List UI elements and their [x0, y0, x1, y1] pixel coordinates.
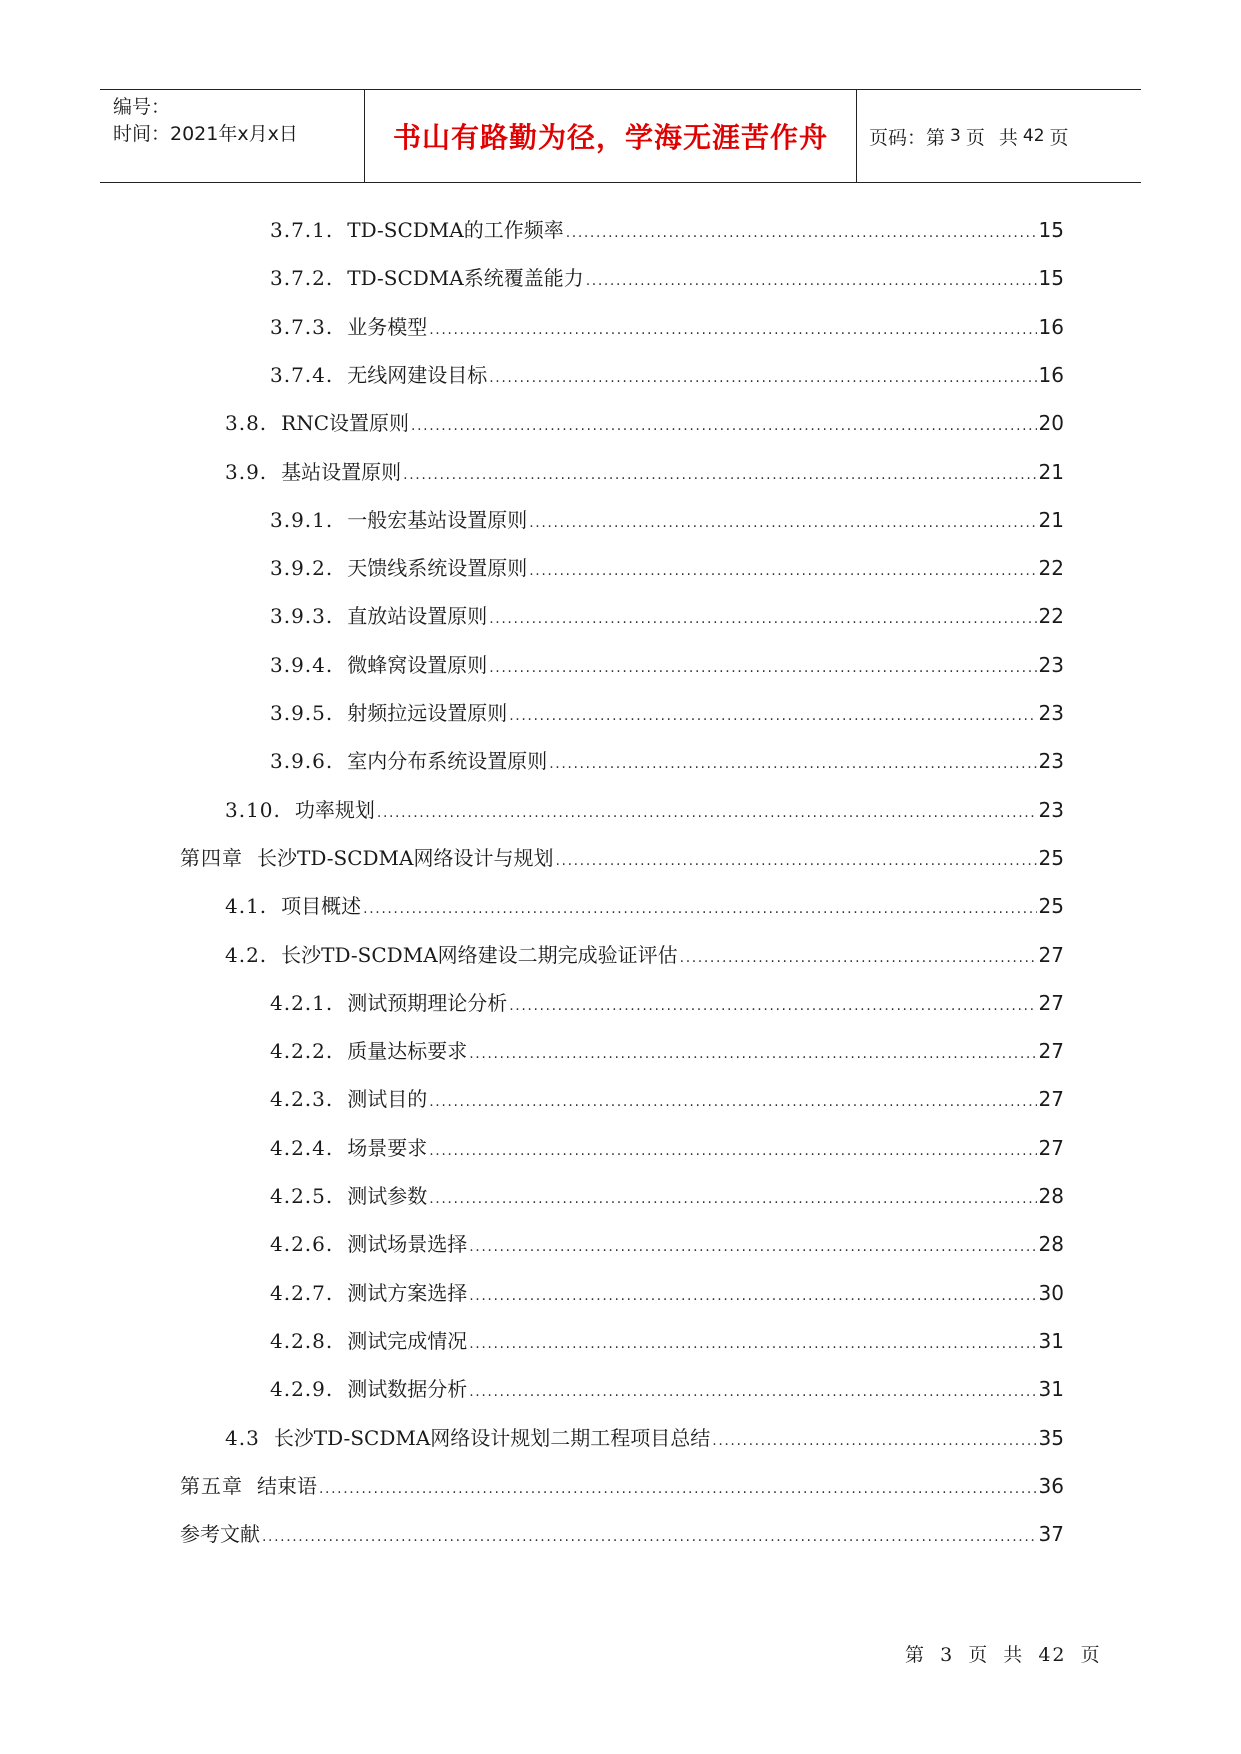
toc-entry[interactable]: [270, 1229, 1064, 1259]
footer-mid: 页: [968, 1644, 990, 1666]
toc-entry[interactable]: [270, 215, 1064, 245]
footer-total-pages: 42: [1038, 1644, 1067, 1666]
toc-entry[interactable]: [225, 457, 1064, 487]
toc-entry[interactable]: [225, 1423, 1064, 1453]
toc-entry-page: 23: [1038, 701, 1064, 725]
toc-entry[interactable]: [270, 1181, 1064, 1211]
toc-entry[interactable]: [270, 263, 1064, 293]
toc-entry[interactable]: [225, 891, 1064, 921]
toc-entry-page: 23: [1038, 653, 1064, 677]
toc-entry-page: 28: [1038, 1184, 1064, 1208]
toc-entry-number: 3.8.: [225, 411, 268, 435]
toc-entry-number: 4.2.1.: [270, 991, 334, 1015]
toc-entry-page: 30: [1038, 1281, 1064, 1305]
toc-entry-number: 4.1.: [225, 894, 268, 918]
toc-entry-page: 37: [1038, 1522, 1064, 1546]
toc-entry-title: 长沙TD-SCDMA网络设计规划二期工程项目总结: [273, 1426, 711, 1450]
toc-dot-leader: [429, 1090, 1036, 1114]
toc-entry-page: 35: [1038, 1426, 1064, 1450]
document-number-label: 编号：: [113, 96, 171, 118]
toc-dot-leader: [680, 946, 1037, 970]
toc-entry[interactable]: [270, 698, 1064, 728]
toc-entry-number: 4.2.2.: [270, 1039, 334, 1063]
toc-entry-title: 场景要求: [347, 1136, 428, 1160]
toc-dot-leader: [403, 463, 1036, 487]
toc-entry-number: 4.2.6.: [270, 1232, 334, 1256]
footer-current-page: 3: [940, 1644, 955, 1666]
toc-entry-number: 3.9.4.: [270, 653, 334, 677]
toc-entry-page: 15: [1038, 266, 1064, 290]
toc-entry[interactable]: [270, 1133, 1064, 1163]
toc-entry[interactable]: [180, 1519, 1064, 1549]
toc-entry-page: 25: [1038, 894, 1064, 918]
header-page-current: 3: [950, 126, 961, 146]
toc-dot-leader: [469, 1380, 1036, 1404]
toc-entry-page: 25: [1038, 846, 1064, 870]
toc-entry-title: 项目概述: [281, 894, 362, 918]
toc-entry-number: 3.10.: [225, 798, 281, 822]
toc-entry[interactable]: [270, 1036, 1064, 1066]
toc-dot-leader: [429, 318, 1036, 342]
toc-entry[interactable]: [270, 1374, 1064, 1404]
toc-entry[interactable]: [270, 1084, 1064, 1114]
toc-entry-title: 测试预期理论分析: [347, 991, 508, 1015]
toc-entry-title: TD-SCDMA的工作频率: [347, 218, 564, 242]
toc-dot-leader: [566, 221, 1037, 245]
footer-suffix: 页: [1080, 1644, 1102, 1666]
toc-entry[interactable]: [225, 408, 1064, 438]
header-meta: [100, 90, 365, 182]
toc-entry[interactable]: [225, 940, 1064, 970]
header-page-suffix: 页: [1049, 126, 1069, 149]
toc-entry-number: 3.7.2.: [270, 266, 334, 290]
toc-entry-number: 3.9.5.: [270, 701, 334, 725]
toc-dot-leader: [555, 849, 1036, 873]
toc-entry-title: 室内分布系统设置原则: [347, 749, 548, 773]
toc-entry-number: 3.7.1.: [270, 218, 334, 242]
footer-prefix: 第: [905, 1644, 927, 1666]
toc-entry-title: 测试目的: [347, 1087, 428, 1111]
toc-entry-title: 一般宏基站设置原则: [347, 508, 528, 532]
toc-dot-leader: [489, 607, 1036, 631]
toc-entry-number: 第五章: [180, 1474, 243, 1498]
toc-entry-number: 第四章: [180, 846, 243, 870]
toc-entry[interactable]: [270, 505, 1064, 535]
toc-entry[interactable]: [270, 601, 1064, 631]
toc-entry-page: 27: [1038, 1087, 1064, 1111]
document-time-label: 时间：2021年x月x日: [113, 123, 298, 145]
page-footer: [905, 1640, 1102, 1667]
toc-entry-page: 22: [1038, 556, 1064, 580]
toc-dot-leader: [469, 1332, 1036, 1356]
toc-entry-number: 3.9.6.: [270, 749, 334, 773]
toc-dot-leader: [469, 1042, 1036, 1066]
toc-entry-title: RNC设置原则: [281, 411, 410, 435]
toc-dot-leader: [549, 752, 1036, 776]
toc-entry-title: 质量达标要求: [347, 1039, 468, 1063]
page-header: [100, 89, 1141, 183]
toc-dot-leader: [262, 1525, 1037, 1549]
toc-dot-leader: [489, 366, 1036, 390]
toc-entry[interactable]: [270, 988, 1064, 1018]
toc-entry-title: 天馈线系统设置原则: [347, 556, 528, 580]
toc-entry-page: 27: [1038, 1039, 1064, 1063]
header-page-total: 42: [1022, 126, 1045, 146]
header-motto: 书山有路勤为径，学海无涯苦作舟: [365, 90, 857, 182]
toc-entry-page: 31: [1038, 1329, 1064, 1353]
toc-entry-number: 4.2.5.: [270, 1184, 334, 1208]
toc-entry[interactable]: [270, 312, 1064, 342]
toc-entry-page: 16: [1038, 363, 1064, 387]
toc-entry-number: 3.7.3.: [270, 315, 334, 339]
toc-entry-page: 27: [1038, 991, 1064, 1015]
toc-dot-leader: [529, 559, 1036, 583]
toc-entry-title: 功率规划: [294, 798, 375, 822]
toc-entry-title: 无线网建设目标: [347, 363, 488, 387]
toc-entry-title: 射频拉远设置原则: [347, 701, 508, 725]
toc-dot-leader: [429, 1139, 1036, 1163]
toc-entry[interactable]: [180, 1471, 1064, 1501]
toc-dot-leader: [319, 1477, 1037, 1501]
toc-entry-title: 测试完成情况: [347, 1329, 468, 1353]
toc-entry-page: 27: [1038, 1136, 1064, 1160]
toc-entry[interactable]: [270, 360, 1064, 390]
header-page-info: [857, 90, 1141, 182]
toc-dot-leader: [469, 1235, 1036, 1259]
toc-entry-page: 20: [1038, 411, 1064, 435]
toc-entry-page: 23: [1038, 749, 1064, 773]
toc-entry-page: 21: [1038, 460, 1064, 484]
toc-entry-title: 长沙TD-SCDMA网络设计与规划: [257, 846, 554, 870]
toc-entry-number: 4.2.8.: [270, 1329, 334, 1353]
toc-entry-title: 结束语: [257, 1474, 317, 1498]
toc-entry-number: 4.2.: [225, 943, 268, 967]
toc-entry-number: 4.2.3.: [270, 1087, 334, 1111]
toc-dot-leader: [586, 269, 1037, 293]
toc-dot-leader: [529, 511, 1036, 535]
footer-total-prefix: 共: [1003, 1644, 1025, 1666]
toc-entry-page: 15: [1038, 218, 1064, 242]
toc-entry-number: 4.3: [225, 1426, 260, 1450]
toc-entry-number: 3.9.1.: [270, 508, 334, 532]
toc-dot-leader: [429, 1187, 1036, 1211]
toc-entry-page: 21: [1038, 508, 1064, 532]
toc-entry-page: 16: [1038, 315, 1064, 339]
toc-dot-leader: [489, 656, 1036, 680]
toc-entry[interactable]: [270, 553, 1064, 583]
toc-entry-number: 4.2.7.: [270, 1281, 334, 1305]
toc-entry-title: 基站设置原则: [281, 460, 402, 484]
toc-dot-leader: [509, 994, 1036, 1018]
toc-dot-leader: [469, 1284, 1036, 1308]
toc-entry-page: 31: [1038, 1377, 1064, 1401]
toc-entry-title: 微蜂窝设置原则: [347, 653, 488, 677]
toc-entry-page: 36: [1038, 1474, 1064, 1498]
toc-dot-leader: [363, 897, 1036, 921]
toc-entry-number: 3.9.: [225, 460, 268, 484]
toc-entry-page: 27: [1038, 943, 1064, 967]
toc-entry-title: 长沙TD-SCDMA网络建设二期完成验证评估: [281, 943, 678, 967]
toc-entry-title: TD-SCDMA系统覆盖能力: [347, 266, 584, 290]
header-page-mid: 页: [965, 126, 985, 149]
toc-entry[interactable]: [180, 843, 1064, 873]
toc-entry[interactable]: [270, 650, 1064, 680]
toc-entry-number: 3.9.2.: [270, 556, 334, 580]
toc-entry-title: 直放站设置原则: [347, 604, 488, 628]
toc-entry-title: 参考文献: [180, 1522, 260, 1546]
toc-entry-number: 3.9.3.: [270, 604, 334, 628]
toc-entry-title: 测试场景选择: [347, 1232, 468, 1256]
toc-entry-title: 业务模型: [347, 315, 428, 339]
toc-entry-number: 4.2.4.: [270, 1136, 334, 1160]
toc-dot-leader: [509, 704, 1036, 728]
toc-dot-leader: [712, 1429, 1036, 1453]
toc-entry-page: 23: [1038, 798, 1064, 822]
toc-entry[interactable]: [270, 1326, 1064, 1356]
toc-dot-leader: [411, 414, 1037, 438]
toc-entry-number: 4.2.9.: [270, 1377, 334, 1401]
toc-dot-leader: [377, 801, 1037, 825]
toc-entry-page: 22: [1038, 604, 1064, 628]
header-page-total-prefix: 共: [998, 126, 1018, 149]
header-page-prefix: 页码：第: [869, 126, 946, 149]
toc-entry[interactable]: [270, 746, 1064, 776]
toc-entry[interactable]: [225, 795, 1064, 825]
toc-entry-page: 28: [1038, 1232, 1064, 1256]
toc-entry-title: 测试方案选择: [347, 1281, 468, 1305]
toc-entry-title: 测试数据分析: [347, 1377, 468, 1401]
toc-entry[interactable]: [270, 1278, 1064, 1308]
toc-entry-title: 测试参数: [347, 1184, 428, 1208]
toc-entry-number: 3.7.4.: [270, 363, 334, 387]
